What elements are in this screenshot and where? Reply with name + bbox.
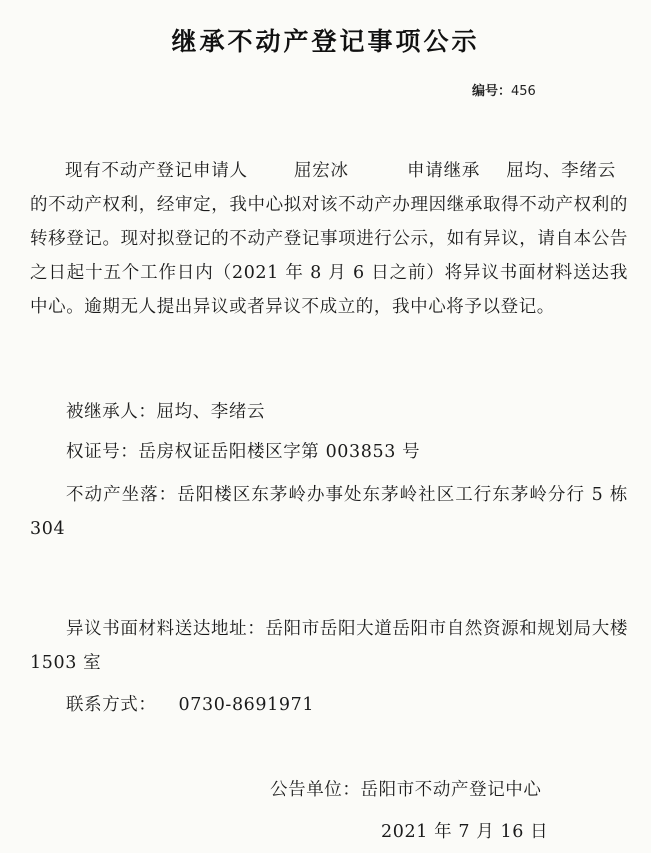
heir-label: 被继承人： bbox=[66, 402, 157, 422]
notice-text-apply: 申请继承 bbox=[406, 161, 481, 181]
contact-label: 联系方式： bbox=[66, 695, 157, 715]
address-label: 异议书面材料送达地址： bbox=[66, 619, 266, 639]
heir-value: 屈均、李绪云 bbox=[156, 402, 266, 422]
certificate-label: 权证号： bbox=[66, 442, 139, 462]
address-paragraph bbox=[30, 612, 628, 680]
document-title: 继承不动产登记事项公示 bbox=[171, 27, 480, 56]
address-value: 岳阳市岳阳大道岳阳市自然资源和规划局大楼 1503 室 bbox=[30, 619, 628, 673]
issuer-value: 岳阳市不动产登记中心 bbox=[360, 780, 542, 800]
serial-label: 编号： bbox=[472, 84, 512, 99]
issuer-label: 公告单位： bbox=[270, 780, 361, 800]
contact-line bbox=[66, 688, 314, 722]
certificate-line bbox=[66, 435, 420, 469]
location-value: 岳阳楼区东茅岭办事处东茅岭社区工行东茅岭分行 5 栋 304 bbox=[30, 485, 629, 539]
issue-date: 2021 年 7 月 16 日 bbox=[381, 822, 549, 842]
serial-number bbox=[472, 80, 536, 99]
serial-value: 456 bbox=[511, 84, 536, 99]
location-paragraph bbox=[30, 478, 628, 546]
notice-text-body: 的不动产权利，经审定，我中心拟对该不动产办理因继承取得不动产权利的转移登记。现对拟登记的不动产登记事项进行公示，如有异议，请自本公告之日起十五个工作日内（2021 年 8 月 6 日之前）将异议书面材料送达我中心。逾期无人提出异议或者异议不成立的，我中心将予以登记。 bbox=[30, 195, 628, 317]
location-label: 不动产坐落： bbox=[66, 485, 178, 505]
applicant-name: 屈宏冰 bbox=[293, 161, 349, 181]
notice-text-intro: 现有不动产登记申请人 bbox=[65, 161, 248, 181]
certificate-value: 岳房权证岳阳楼区字第 003853 号 bbox=[138, 442, 421, 462]
heirs-names: 屈均、李绪云 bbox=[506, 161, 616, 181]
contact-value: 0730-8691971 bbox=[178, 695, 315, 715]
notice-paragraph bbox=[30, 154, 628, 324]
issuer-line bbox=[270, 773, 542, 807]
heir-line bbox=[66, 395, 265, 429]
